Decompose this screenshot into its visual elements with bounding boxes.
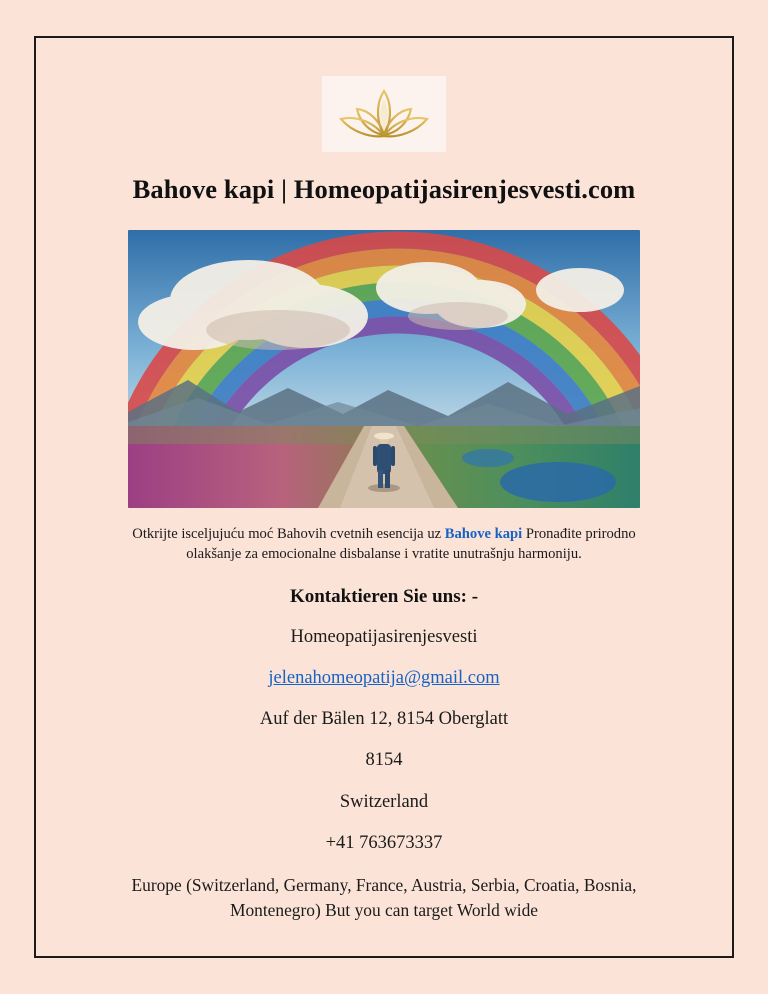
hero-image [128,230,640,508]
address-line: Auf der Bälen 12, 8154 Oberglatt [259,709,509,730]
email-line [80,667,688,690]
intro-paragraph [108,524,660,564]
document-content [34,76,734,923]
intro-text-before: Otkrijte isceljujuću moć Bahovih cvetnih esencija uz [132,525,445,542]
intro-highlight-link[interactable]: Bahove kapi [444,525,523,542]
phone-line: +41 763673337 [325,832,443,853]
contact-heading: Kontaktieren Sie uns: - [289,586,479,608]
company-name: Homeopatijasirenjesvesti [290,627,478,648]
country-line: Switzerland [339,791,429,812]
regions-line: Europe (Switzerland, Germany, France, Austria, Serbia, Croatia, Bosnia, Montenegro) But you can target World wide [131,874,637,921]
email-link[interactable]: jelenahomeopatija@gmail.com [268,668,500,689]
intro-text-after: Pronađite prirodno olakšanje za emocionalne disbalanse i vratite unutrašnju harmoniju. [186,525,636,562]
postal-code-line: 8154 [365,750,403,771]
lotus-flower-logo-icon [322,76,446,152]
page-title: Bahove kapi | Homeopatijasirenjesvesti.com [132,174,636,204]
